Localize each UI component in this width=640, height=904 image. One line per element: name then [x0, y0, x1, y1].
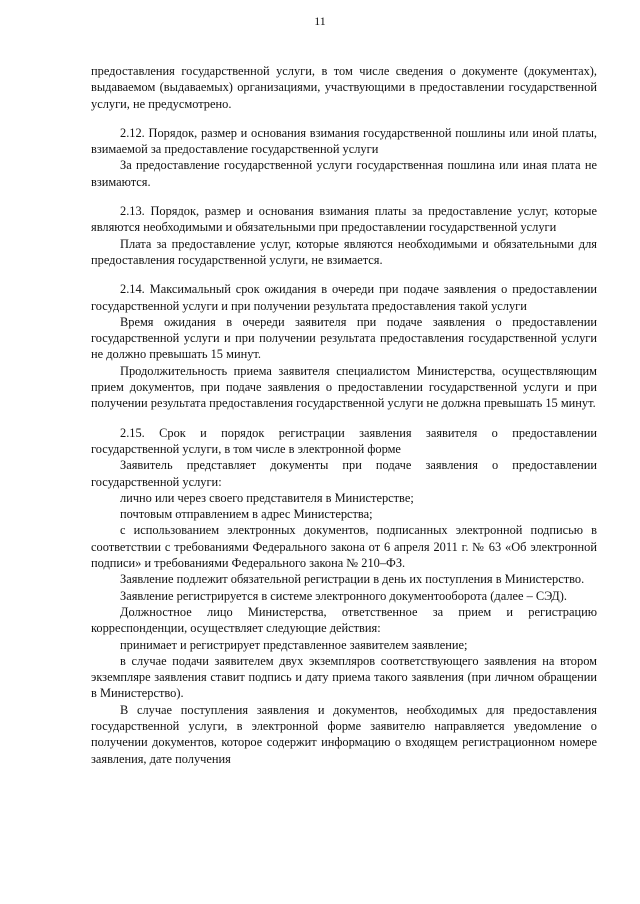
paragraph: 2.15. Срок и порядок регистрации заявления заявителя о предоставлении государственной услуги, в том числе в электронной форме [91, 425, 597, 456]
paragraph: 2.12. Порядок, размер и основания взимания государственной пошлины или иной платы, взимаемой за предоставление государственной услуги [91, 125, 597, 157]
paragraph: 2.13. Порядок, размер и основания взимания платы за предоставление услуг, которые являются необходимыми и обязательными при предоставлении государственной услуги [91, 204, 597, 235]
paragraph: Время ожидания в очереди заявителя при подаче заявления о предоставлении государственной услуги и при получении результата предоставления государственной услуги не должно превышать 15 минут. [91, 314, 597, 362]
paragraph: почтовым отправлением в адрес Министерства; [120, 507, 373, 522]
paragraph: 2.14. Максимальный срок ожидания в очереди при подаче заявления о предоставлении государственной услуги и при получении результата предоставления такой услуги [91, 282, 597, 313]
paragraph: Заявление подлежит обязательной регистрации в день их поступления в Министерство. [120, 572, 585, 587]
paragraph: в случае подачи заявителем двух экземпляров соответствующего заявления на втором экземпляре заявления ставит подпись и дату приема такого заявления (при личном обращении в Министерство). [91, 653, 597, 701]
paragraph: Должностное лицо Министерства, ответственное за прием и регистрацию корреспонденции, осуществляет следующие действия: [91, 604, 597, 636]
paragraph: Продолжительность приема заявителя специалистом Министерства, осуществляющим прием документов, при подаче заявления о предоставлении государственной услуги и при получении результата предоставления государственной услуги не должна превышать 15 минут. [91, 363, 597, 411]
paragraph: принимает и регистрирует представленное заявителем заявление; [120, 637, 468, 652]
section-spacer [91, 190, 597, 203]
page-number: 11 [314, 14, 326, 28]
paragraph: Плата за предоставление услуг, которые являются необходимыми и обязательными для предоставления государственной услуги, не взимается. [91, 236, 597, 267]
paragraph: лично или через своего представителя в Министерстве; [120, 490, 414, 505]
section-spacer [91, 412, 597, 425]
paragraph: Заявитель представляет документы при подаче заявления о предоставлении государственной услуги: [91, 458, 597, 489]
section-spacer [91, 268, 597, 281]
paragraph: За предоставление государственной услуги государственная пошлина или иная плата не взимаются. [91, 158, 597, 189]
document-body [91, 63, 597, 767]
paragraph: предоставления государственной услуги, в том числе сведения о документе (документах), выдаваемом (выдаваемых) организациями, участвующими в предоставлении государственной услуги, не предусмотрено. [91, 64, 597, 111]
paragraph: Заявление регистрируется в системе электронного документооборота (далее – СЭД). [120, 588, 567, 603]
paragraph: В случае поступления заявления и документов, необходимых для предоставления государственной услуги, в электронной форме заявителю направляется уведомление о получении документов, которое содержит информацию о входящем регистрационном номере заявления, дате получения [91, 702, 597, 766]
section-spacer [91, 112, 597, 125]
paragraph: с использованием электронных документов, подписанных электронной подписью в соответствии с требованиями Федерального закона от 6 апреля 2011 г. № 63 «Об электронной подписи» и требованиями Федерального закона № 210–ФЗ. [91, 523, 597, 571]
